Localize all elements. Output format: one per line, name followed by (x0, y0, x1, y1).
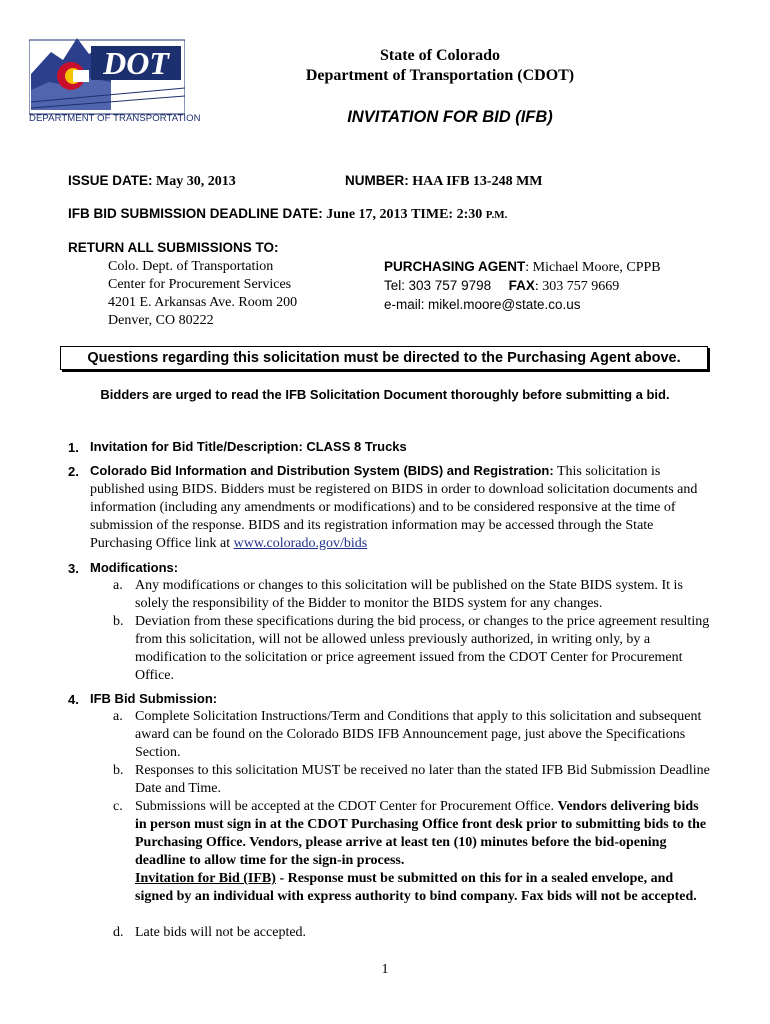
section-4-title: IFB Bid Submission: (90, 691, 218, 706)
agency-line-2: Department of Transportation (CDOT) (305, 67, 575, 84)
section-2-body: This solicitation is published using BIDS. Bidders must be registered on BIDS in order to download solicitation documents and information (including any amendments or modifications) and to be considered responsive at the time of submission of the response. BIDS and its registration information may be accessed through the State Purchasing Office link at (90, 464, 698, 551)
purchasing-agent: PURCHASING AGENT: Michael Moore, CPPB Tel: 303 757 9798 FAX: 303 757 9669 e-mail: mikel.moore@state.co.us (384, 259, 661, 312)
section-3-title: Modifications: (90, 560, 179, 575)
return-address (108, 258, 297, 330)
tel-value: 303 757 9798 (408, 278, 492, 293)
logo-label: DEPARTMENT OF TRANSPORTATION (29, 113, 201, 124)
item-letter: d. (113, 925, 124, 940)
section-number: 2. (68, 464, 79, 479)
item-text-plain: Submissions will be accepted at the CDOT Center for Procurement Office. (135, 799, 554, 814)
address-line: 4201 E. Arkansas Ave. Room 200 (108, 295, 298, 310)
logo-text: DOT (103, 45, 169, 81)
item-letter: a. (113, 578, 123, 593)
item-text: Late bids will not be accepted. (135, 925, 307, 940)
deadline-date: June 17, 2013 (326, 207, 408, 222)
issue-date-value: May 30, 2013 (156, 174, 236, 189)
section-3-item-b (113, 613, 713, 685)
item-text (135, 798, 713, 906)
item-text-bold: Vendors delivering bids in person must sign in at the CDOT Purchasing Office front desk prior to submitting bids to the Purchasing Office. Vendors, please arrive at least ten (10) minutes before the bid-opening deadline to allow time for the sign-in process. (135, 799, 707, 868)
email-label: e-mail: (384, 297, 425, 312)
item-text: Complete Solicitation Instructions/Term and Conditions that apply to this solicitation and subsequent award can be found on the Colorado BIDS IFB Announcement page, just above the Specifications Section. (135, 709, 702, 760)
section-2-title: Colorado Bid Information and Distribution System (BIDS) and Registration: (90, 463, 554, 478)
agent-label: PURCHASING AGENT (384, 259, 526, 274)
section-3-item-a (113, 577, 713, 613)
agent-name: Michael Moore, CPPB (532, 260, 661, 275)
fax-label: FAX (508, 278, 535, 293)
item-letter: a. (113, 709, 123, 724)
item-text: Responses to this solicitation MUST be received no later than the stated IFB Bid Submission Deadline Date and Time. (135, 763, 710, 796)
deadline-label: IFB BID SUBMISSION DEADLINE DATE (68, 206, 319, 221)
page-number: 1 (381, 962, 389, 977)
deadline-time-suffix: P.M. (485, 209, 508, 221)
ifb-number-label: NUMBER: (345, 173, 409, 188)
ifb-number-value: HAA IFB 13-248 MM (412, 174, 543, 189)
email-value[interactable]: mikel.moore@state.co.us (428, 297, 581, 312)
section-number: 4. (68, 692, 79, 707)
section-4-title-wrap (90, 690, 710, 709)
item-text-bold-2: - Response must be submitted on this for in a sealed envelope, and signed by an individual with express authority to bind company. Fax bids will not be accepted. (135, 871, 697, 904)
section-2 (90, 462, 710, 553)
issue-date (68, 173, 236, 190)
section-number: 3. (68, 561, 79, 576)
section-4-item-c (113, 798, 713, 906)
ifb-number (345, 173, 543, 190)
fax-value: 303 757 9669 (542, 279, 620, 294)
item-letter: b. (113, 763, 124, 778)
section-4-item-d (113, 924, 713, 942)
document-title: INVITATION FOR BID (IFB) (347, 108, 553, 126)
cdot-logo (29, 30, 201, 126)
tel-label: Tel: (384, 278, 406, 293)
item-text-underlined: Invitation for Bid (IFB) (135, 871, 276, 886)
section-1-title: Invitation for Bid Title/Description: (90, 439, 303, 454)
urge-notice: Bidders are urged to read the IFB Solicitation Document thoroughly before submitting a bid. (100, 387, 670, 402)
section-4-item-a (113, 708, 713, 762)
deadline-time-value: 2:30 (456, 207, 483, 222)
item-text: Deviation from these specifications during the bid process, or changes to the price agreement resulting from this solicitation, will not be allowed unless previously authorized, in writing only, by a modification to the solicitation or price agreement issued from the CDOT Center for Procurement Office. (135, 614, 710, 683)
address-line: Center for Procurement Services (108, 277, 292, 292)
return-submissions-label: RETURN ALL SUBMISSIONS TO: (68, 240, 279, 255)
questions-notice: Questions regarding this solicitation must be directed to the Purchasing Agent above. (60, 346, 708, 370)
item-letter: c. (113, 799, 123, 814)
item-text: Any modifications or changes to this solicitation will be published on the State BIDS system. It is solely the responsibility of the Bidder to monitor the BIDS system for any changes. (135, 578, 683, 611)
section-1 (90, 438, 710, 457)
agency-line-1: State of Colorado (380, 47, 500, 64)
section-number: 1. (68, 440, 79, 455)
bids-link[interactable]: www.colorado.gov/bids (233, 536, 368, 551)
deadline-time-label: TIME: (411, 207, 454, 222)
section-1-value: CLASS 8 Trucks (306, 439, 407, 454)
item-letter: b. (113, 614, 124, 629)
address-line: Denver, CO 80222 (108, 313, 214, 328)
section-4-item-b (113, 762, 713, 798)
issue-date-label: ISSUE DATE: (68, 173, 153, 188)
section-3-title-wrap (90, 559, 710, 578)
submission-deadline: IFB BID SUBMISSION DEADLINE DATE: June 17, 2013 TIME: 2:30 P.M. (68, 206, 508, 222)
address-line: Colo. Dept. of Transportation (108, 259, 274, 274)
